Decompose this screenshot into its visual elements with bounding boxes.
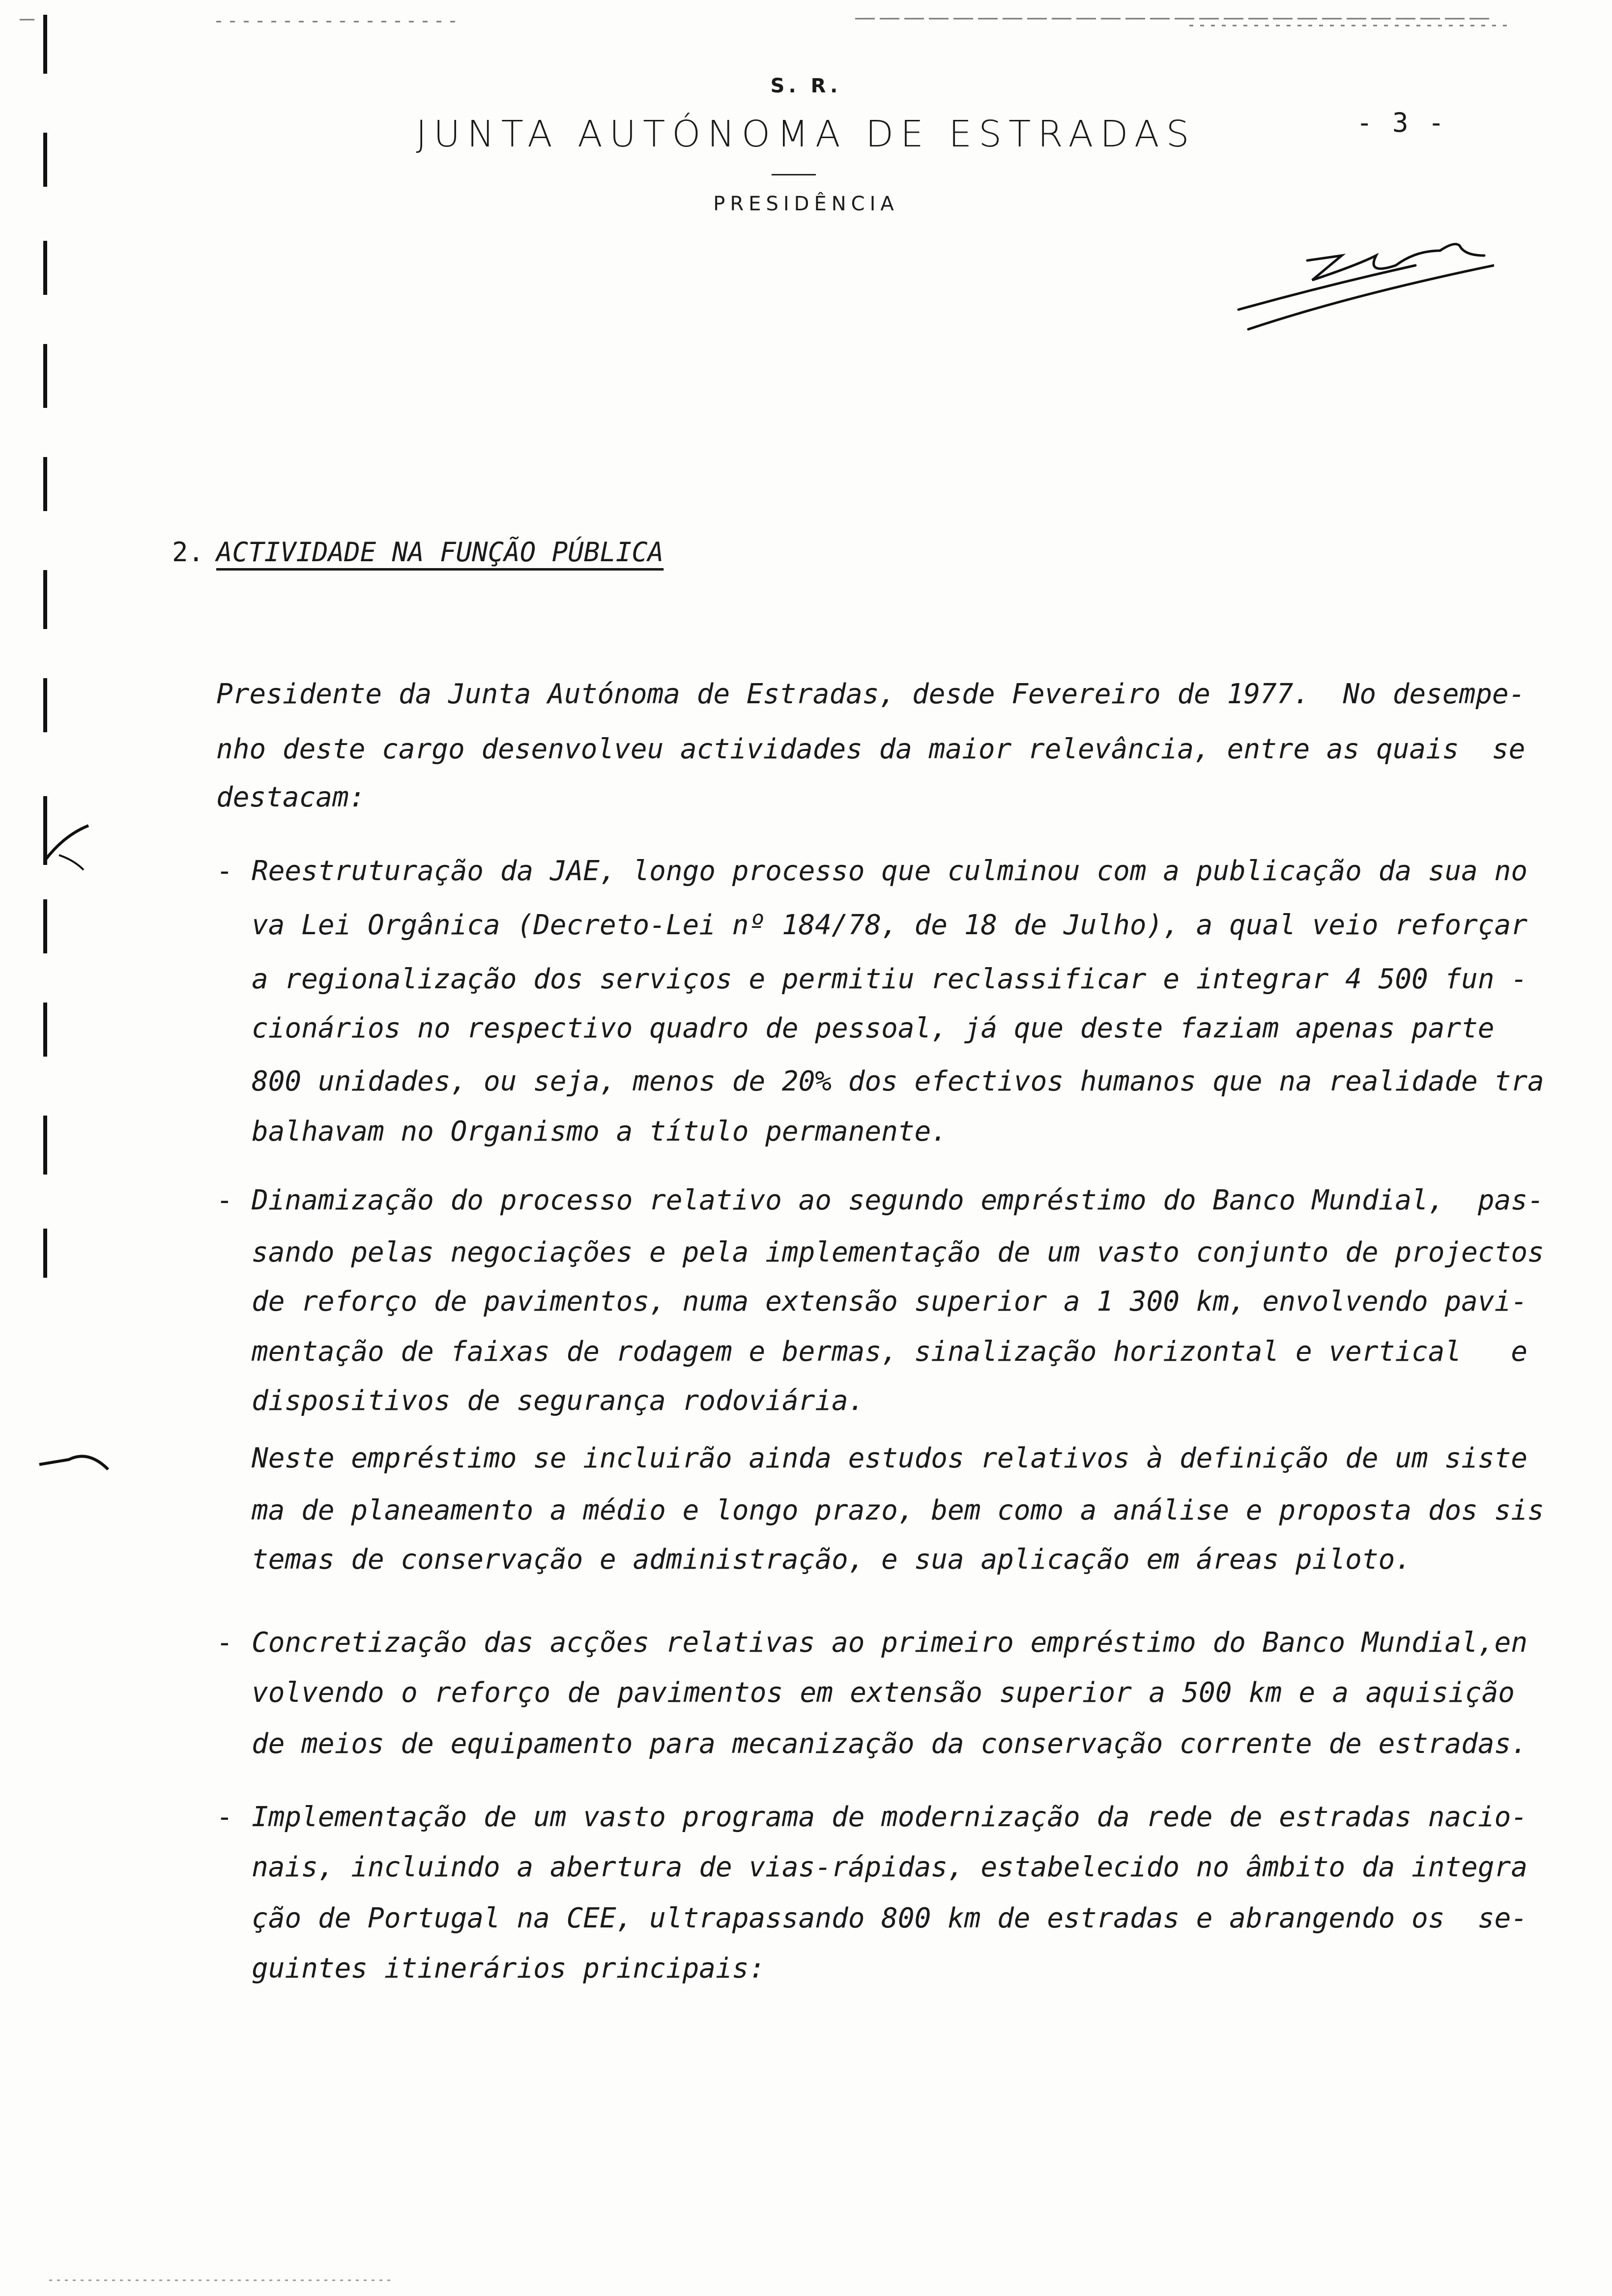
text-line: de reforço de pavimentos, numa extensão superior a 1 300 km, envolvendo pavi- (252, 1286, 1528, 1318)
text-line: temas de conservação e administração, e sua aplicação em áreas piloto. (252, 1544, 1412, 1576)
text-line: ção de Portugal na CEE, ultrapassando 800 km de estradas e abrangendo os se- (252, 1902, 1528, 1934)
text-line: ma de planeamento a médio e longo prazo, bem como a análise e proposta dos sis (252, 1494, 1544, 1526)
text-line: Reestruturação da JAE, longo processo que culminou com a publicação da sua no (252, 855, 1528, 887)
bullet-dash: - (216, 855, 233, 887)
text-line: cionários no respectivo quadro de pessoal, já que deste faziam apenas parte (252, 1012, 1495, 1044)
bullet-dash: - (216, 1801, 233, 1833)
text-line: balhavam no Organismo a título permanente. (252, 1116, 948, 1148)
text-line: Presidente da Junta Autónoma de Estradas, desde Fevereiro de 1977. No desempe- (216, 678, 1526, 710)
text-line: Dinamização do processo relativo ao segundo empréstimo do Banco Mundial, pas- (252, 1184, 1544, 1216)
scan-noise-bottom (49, 2275, 442, 2285)
text-line: Neste empréstimo se incluirão ainda estudos relativos à definição de um siste (252, 1442, 1528, 1474)
header-sr: S. R. (770, 75, 842, 97)
binder-hook-mark (34, 1440, 113, 1484)
scan-noise-top (20, 15, 1592, 29)
text-line: dispositivos de segurança rodoviária. (252, 1385, 865, 1417)
organization-name: JUNTA AUTÓNOMA DE ESTRADAS (416, 113, 1196, 155)
text-line: nais, incluindo a abertura de vias-rápidas, estabelecido no âmbito da integra (252, 1851, 1528, 1883)
handwritten-initials (1229, 236, 1494, 344)
binder-hook-mark (39, 806, 98, 875)
header-divider (772, 174, 816, 175)
text-line: nho deste cargo desenvolveu actividades da maior relevância, entre as quais se (216, 733, 1526, 765)
text-line: 800 unidades, ou seja, menos de 20% dos efectivos humanos que na realidade tra (252, 1065, 1544, 1097)
text-line: de meios de equipamento para mecanização da conservação corrente de estradas. (252, 1728, 1528, 1760)
text-line: sando pelas negociações e pela implementação de um vasto conjunto de projectos (252, 1236, 1544, 1268)
text-line: volvendo o reforço de pavimentos em extensão superior a 500 km e a aquisição (252, 1677, 1515, 1709)
text-line: va Lei Orgânica (Decreto-Lei nº 184/78, de 18 de Julho), a qual veio reforçar (252, 909, 1528, 941)
department-name: PRESIDÊNCIA (713, 193, 899, 215)
bullet-dash: - (216, 1184, 233, 1216)
text-line: Concretização das acções relativas ao primeiro empréstimo do Banco Mundial,en (252, 1627, 1528, 1659)
text-line: guintes itinerários principais: (252, 1952, 766, 1984)
bullet-dash: - (216, 1627, 233, 1659)
section-title: ACTIVIDADE NA FUNÇÃO PÚBLICA (216, 537, 664, 568)
page-number: - 3 - (1356, 107, 1446, 138)
section-number: 2. (172, 537, 204, 568)
text-line: Implementação de um vasto programa de modernização da rede de estradas nacio- (252, 1801, 1528, 1833)
text-line: destacam: (216, 781, 366, 813)
text-line: mentação de faixas de rodagem e bermas, sinalização horizontal e vertical e (252, 1336, 1528, 1368)
text-line: a regionalização dos serviços e permitiu reclassificar e integrar 4 500 fun - (252, 963, 1528, 995)
